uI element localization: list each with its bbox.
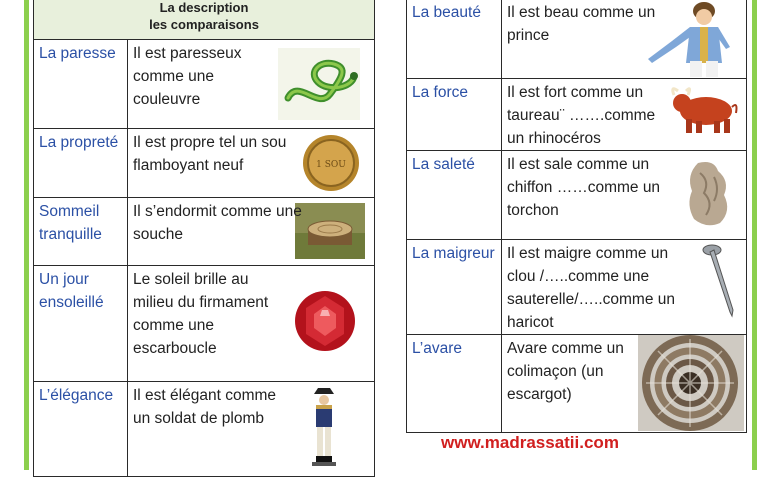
description-text: Avare comme un colimaçon (un escargot) (507, 340, 624, 403)
website-link[interactable] (441, 433, 619, 453)
table-row (407, 240, 747, 335)
table-row (407, 0, 747, 79)
description-text: Il est beau comme un prince (507, 4, 656, 44)
description-cell (502, 0, 747, 79)
header-subtitle: les comparaisons (149, 17, 259, 32)
term-cell: La beauté (407, 0, 502, 79)
bull-picture (670, 81, 738, 137)
description-text: Le soleil brille au milieu du firmament comme une escarboucle (133, 271, 269, 357)
header-title: La description (159, 0, 249, 15)
description-cell (128, 198, 375, 266)
description-text: Il est maigre comme un clou /…..comme une sauterelle/…..comme un haricot (507, 245, 675, 331)
coin-label: 1 SOU (316, 160, 346, 170)
description-cell (502, 151, 747, 240)
table-row (34, 198, 375, 266)
description-cell (128, 266, 375, 382)
term-cell: La saleté (407, 151, 502, 240)
term-cell: La maigreur (407, 240, 502, 335)
spiral-staircase-picture (638, 335, 744, 431)
description-cell (128, 129, 375, 198)
term-cell: Un jour ensoleillé (34, 266, 128, 382)
left-border (24, 0, 29, 470)
description-text: Il est élégant comme un soldat de plomb (133, 387, 277, 427)
term-cell: La paresse (34, 40, 128, 129)
table-row (34, 382, 375, 477)
table-row (407, 151, 747, 240)
table-header (34, 0, 375, 40)
gem-picture (292, 288, 358, 354)
cloth-picture (684, 159, 734, 229)
nail-picture (700, 242, 740, 318)
left-comparison-table (33, 0, 375, 477)
description-cell (502, 240, 747, 335)
term-cell: L’élégance (34, 382, 128, 477)
table-row (407, 335, 747, 433)
right-border (752, 0, 757, 470)
table-row (34, 129, 375, 198)
description-cell (128, 40, 375, 129)
term-cell: La propreté (34, 129, 128, 198)
description-text: Il est propre tel un sou flamboyant neuf (133, 134, 287, 174)
term-cell: L’avare (407, 335, 502, 433)
table-row (34, 266, 375, 382)
toy-soldier-picture (306, 386, 342, 470)
description-text: Il est paresseux comme une couleuvre (133, 45, 242, 108)
term-cell: La force (407, 79, 502, 151)
description-text: Il s’endormit comme une souche (133, 203, 302, 243)
description-text: Il est sale comme un chiffon ……comme un torchon (507, 156, 661, 219)
table-row (34, 40, 375, 129)
website-text[interactable]: www.madrassatii.com (441, 433, 619, 452)
snake-picture (278, 48, 360, 120)
description-text: Il est fort comme un taureau¨ …….comme un rhinocéros (507, 84, 656, 147)
term-cell: Sommeil tranquille (34, 198, 128, 266)
description-cell (502, 335, 747, 433)
right-comparison-table (406, 0, 747, 433)
coin-picture (300, 133, 362, 193)
description-cell (502, 79, 747, 151)
description-cell (128, 382, 375, 477)
table-row (407, 79, 747, 151)
